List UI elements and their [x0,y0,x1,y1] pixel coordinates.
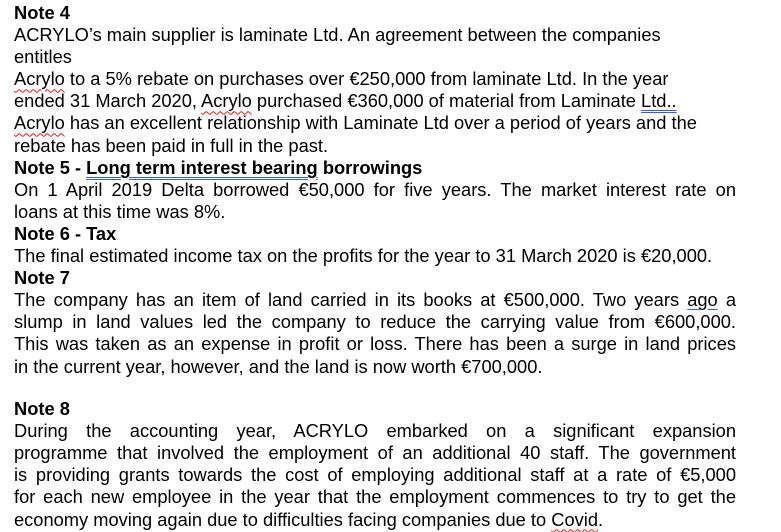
text-run: has an excellent relationship with Laminate Ltd over a period of years and the [64,112,697,134]
text-run: ended 31 March 2020, [14,90,202,112]
text-run: This was taken as an expense in profit or loss. There has been a surge in land prices [14,333,736,355]
spelling-flag: Acrylo [201,90,252,112]
text-run: During the accounting year, ACRYLO embarked on a significant expansion [14,420,736,442]
text-run: The final estimated income tax on the profits for the year to 31 March 2020 is €20,000. [14,245,713,267]
text-line [14,135,736,157]
text-line [14,112,736,134]
text-run: to a 5% rebate on purchases over €250,000 from laminate Ltd. In the year [64,68,669,90]
text-run: for each new employee in the year that the employment commences to try to get the [14,486,736,508]
text-line [14,68,736,90]
text-line [14,420,736,442]
note-section [14,267,736,398]
note-heading [14,157,736,179]
text-run: slump in land values led the company to reduce the carrying value from €600,000. [14,311,736,333]
note-heading [14,2,736,24]
text-run: Note 7 [14,267,70,289]
text-line [14,442,736,464]
text-line [14,24,736,46]
text-line [14,46,736,68]
text-run: . [598,508,604,530]
text-line [14,356,736,378]
text-run: economy moving again due to difficulties facing companies due to [14,508,552,530]
document-body [14,2,736,531]
note-section [14,2,736,157]
text-line [14,311,736,333]
text-run: borrowings [317,156,423,178]
text-line [14,486,736,508]
note-heading [14,267,736,289]
text-line [14,90,736,112]
text-run: entitles [14,46,72,68]
note-section [14,157,736,223]
text-run: a [717,289,736,311]
text-line [14,245,736,267]
text-run: programme that involved the employment of an additional 40 staff. The government [14,442,736,464]
spelling-flag: Acrylo [14,112,65,134]
text-run: rebate has been paid in full in the past. [14,134,329,156]
spelling-flag: Acrylo [14,68,65,90]
text-run: ACRYLO’s main supplier is laminate Ltd. An agreement between the companies [14,24,661,46]
text-line [14,289,736,311]
text-run: is providing grants towards the cost of employing additional staff at a rate of €5,000 [14,464,736,486]
text-run: On 1 April 2019 Delta borrowed €50,000 for five years. The market interest rate on [14,178,736,200]
note-section [14,223,736,267]
text-run: Note 8 [14,398,70,420]
text-run: loans at this time was 8%. [14,200,226,222]
grammar-flag: ago [687,289,718,311]
grammar-flag: Long term interest bearing [86,156,318,178]
text-run: in the current year, however, and the land is now worth €700,000. [14,355,543,377]
text-run: purchased €360,000 of material from Laminate [251,90,642,112]
spelling-flag: Covid [551,508,599,530]
text-run: Note 5 - [14,156,87,178]
text-run: Note 4 [14,2,70,23]
blank-line [14,378,736,399]
note-heading [14,398,736,420]
text-line [14,464,736,486]
text-line [14,333,736,355]
grammar-flag: Ltd.. [641,90,677,112]
note-section [14,398,736,531]
note-heading [14,223,736,245]
text-line [14,509,736,531]
text-run: Note 6 - Tax [14,222,117,244]
text-run: The company has an item of land carried in its books at €500,000. Two years [14,289,688,311]
text-line [14,201,736,223]
text-line [14,179,736,201]
